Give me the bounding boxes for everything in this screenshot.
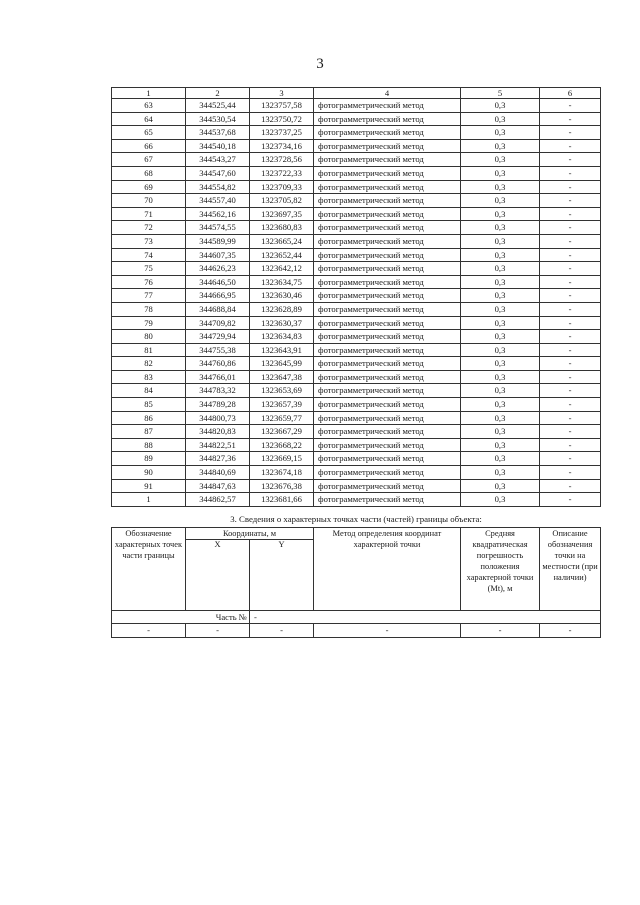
point-number: 68 [112,166,186,180]
y-coordinate: 1323669,15 [250,452,314,466]
x-coordinate: 344540,18 [186,139,250,153]
y-coordinate: 1323642,12 [250,262,314,276]
description: - [540,275,601,289]
description: - [540,479,601,493]
empty-cell: - [250,624,314,638]
error-value: 0,3 [461,112,540,126]
x-coordinate: 344525,44 [186,99,250,113]
description: - [540,166,601,180]
table-row [112,289,601,303]
table-row [112,99,601,113]
table-row [112,452,601,466]
description: - [540,452,601,466]
point-number: 89 [112,452,186,466]
point-number: 85 [112,398,186,412]
method: фотограмметрический метод [314,479,461,493]
y-coordinate: 1323647,38 [250,370,314,384]
description: - [540,139,601,153]
y-coordinate: 1323628,89 [250,302,314,316]
description: - [540,411,601,425]
point-number: 77 [112,289,186,303]
error-value: 0,3 [461,343,540,357]
method: фотограмметрический метод [314,275,461,289]
error-value: 0,3 [461,153,540,167]
x-coordinate: 344589,99 [186,234,250,248]
point-number: 72 [112,221,186,235]
table-row [112,316,601,330]
part-row [112,610,601,624]
point-number: 90 [112,466,186,480]
point-number: 75 [112,262,186,276]
description: - [540,384,601,398]
error-value: 0,3 [461,248,540,262]
point-number: 76 [112,275,186,289]
table-row [112,153,601,167]
point-number: 69 [112,180,186,194]
x-coordinate: 344574,55 [186,221,250,235]
x-coordinate: 344688,84 [186,302,250,316]
x-coordinate: 344760,86 [186,357,250,371]
description: - [540,207,601,221]
section3-header-row [112,527,601,539]
method: фотограмметрический метод [314,357,461,371]
description: - [540,302,601,316]
y-coordinate: 1323680,83 [250,221,314,235]
point-number: 70 [112,194,186,208]
x-coordinate: 344755,38 [186,343,250,357]
x-coordinate: 344666,95 [186,289,250,303]
table-row [112,126,601,140]
section3-table [111,506,601,638]
empty-cell: - [186,624,250,638]
column-number: 5 [461,88,540,99]
point-number: 67 [112,153,186,167]
method: фотограмметрический метод [314,398,461,412]
y-coordinate: 1323722,33 [250,166,314,180]
section3-title-row [112,506,601,527]
method: фотограмметрический метод [314,139,461,153]
table-row [112,438,601,452]
y-coordinate: 1323630,37 [250,316,314,330]
designation-header: Обозначение характерных точек части границы [112,527,186,610]
error-value: 0,3 [461,262,540,276]
x-coordinate: 344537,68 [186,126,250,140]
x-coordinate: 344626,23 [186,262,250,276]
x-coordinate: 344554,82 [186,180,250,194]
point-number: 74 [112,248,186,262]
table-row [112,207,601,221]
table-row [112,139,601,153]
error-value: 0,3 [461,139,540,153]
y-coordinate: 1323674,18 [250,466,314,480]
error-value: 0,3 [461,180,540,194]
column-number: 4 [314,88,461,99]
table-row [112,343,601,357]
method: фотограмметрический метод [314,234,461,248]
description: - [540,180,601,194]
y-coordinate: 1323665,24 [250,234,314,248]
point-number: 65 [112,126,186,140]
description: - [540,248,601,262]
table-row [112,234,601,248]
description: - [540,99,601,113]
y-coordinate: 1323645,99 [250,357,314,371]
table-row [112,180,601,194]
description: - [540,466,601,480]
column-number: 1 [112,88,186,99]
method: фотограмметрический метод [314,384,461,398]
empty-cell: - [112,624,186,638]
point-number: 86 [112,411,186,425]
y-coordinate: 1323634,83 [250,330,314,344]
error-value: 0,3 [461,384,540,398]
error-header: Средняя квадратическая погрешность положения характерной точки (Mt), м [461,527,540,610]
error-value: 0,3 [461,275,540,289]
table-row [112,357,601,371]
x-coordinate: 344729,94 [186,330,250,344]
description-header: Описание обозначения точки на местности (при наличии) [540,527,601,610]
point-number: 88 [112,438,186,452]
column-number: 2 [186,88,250,99]
column-number-row [112,88,601,99]
method: фотограмметрический метод [314,126,461,140]
method: фотограмметрический метод [314,438,461,452]
description: - [540,493,601,507]
point-number: 83 [112,370,186,384]
point-number: 78 [112,302,186,316]
part-label: Часть № [186,610,250,624]
method: фотограмметрический метод [314,425,461,439]
x-coordinate: 344543,27 [186,153,250,167]
x-coordinate: 344789,28 [186,398,250,412]
point-number: 87 [112,425,186,439]
x-coordinate: 344822,51 [186,438,250,452]
error-value: 0,3 [461,357,540,371]
x-coordinate: 344840,69 [186,466,250,480]
table-row [112,425,601,439]
y-coordinate: 1323668,22 [250,438,314,452]
column-number: 6 [540,88,601,99]
y-coordinate: 1323652,44 [250,248,314,262]
table-row [112,275,601,289]
point-number: 64 [112,112,186,126]
method: фотограмметрический метод [314,343,461,357]
description: - [540,398,601,412]
y-coordinate: 1323697,35 [250,207,314,221]
error-value: 0,3 [461,289,540,303]
method: фотограмметрический метод [314,221,461,235]
description: - [540,289,601,303]
method: фотограмметрический метод [314,194,461,208]
description: - [540,221,601,235]
method: фотограмметрический метод [314,248,461,262]
y-coordinate: 1323667,29 [250,425,314,439]
x-coordinate: 344820,83 [186,425,250,439]
point-number: 82 [112,357,186,371]
error-value: 0,3 [461,438,540,452]
table-row [112,302,601,316]
description: - [540,357,601,371]
table-row [112,248,601,262]
description: - [540,194,601,208]
y-coordinate: 1323705,82 [250,194,314,208]
point-number: 91 [112,479,186,493]
point-number: 79 [112,316,186,330]
x-coordinate: 344783,32 [186,384,250,398]
x-coordinate: 344562,16 [186,207,250,221]
table-row [112,166,601,180]
description: - [540,343,601,357]
table-row [112,466,601,480]
description: - [540,425,601,439]
error-value: 0,3 [461,370,540,384]
coordinates-header: Координаты, м [186,527,314,539]
description: - [540,370,601,384]
table-row [112,411,601,425]
error-value: 0,3 [461,207,540,221]
method: фотограмметрический метод [314,207,461,221]
point-number: 80 [112,330,186,344]
error-value: 0,3 [461,166,540,180]
table-row [112,112,601,126]
x-coordinate: 344646,50 [186,275,250,289]
x-coordinate: 344547,60 [186,166,250,180]
y-coordinate: 1323659,77 [250,411,314,425]
y-coordinate: 1323653,69 [250,384,314,398]
error-value: 0,3 [461,126,540,140]
empty-cell: - [540,624,601,638]
error-value: 0,3 [461,452,540,466]
error-value: 0,3 [461,425,540,439]
y-coordinate: 1323750,72 [250,112,314,126]
y-coordinate: 1323676,38 [250,479,314,493]
x-coordinate: 344766,01 [186,370,250,384]
method: фотограмметрический метод [314,316,461,330]
point-number: 1 [112,493,186,507]
x-header: X [186,539,250,610]
coordinates-table [111,87,601,507]
y-header: Y [250,539,314,610]
method: фотограмметрический метод [314,112,461,126]
table-row [112,398,601,412]
method: фотограмметрический метод [314,452,461,466]
method: фотограмметрический метод [314,153,461,167]
table-row [112,330,601,344]
description: - [540,330,601,344]
y-coordinate: 1323657,39 [250,398,314,412]
error-value: 0,3 [461,466,540,480]
section3-title: 3. Сведения о характерных точках части (частей) границы объекта: [112,506,601,527]
error-value: 0,3 [461,479,540,493]
coordinates-sheet [111,87,600,638]
y-coordinate: 1323728,56 [250,153,314,167]
y-coordinate: 1323737,25 [250,126,314,140]
method-header: Метод определения координат характерной точки [314,527,461,610]
error-value: 0,3 [461,302,540,316]
x-coordinate: 344530,54 [186,112,250,126]
description: - [540,262,601,276]
table-row [112,479,601,493]
error-value: 0,3 [461,398,540,412]
method: фотограмметрический метод [314,180,461,194]
table-row [112,384,601,398]
description: - [540,153,601,167]
error-value: 0,3 [461,493,540,507]
x-coordinate: 344709,82 [186,316,250,330]
description: - [540,112,601,126]
x-coordinate: 344557,40 [186,194,250,208]
method: фотограмметрический метод [314,302,461,316]
point-number: 66 [112,139,186,153]
empty-data-row [112,624,601,638]
point-number: 81 [112,343,186,357]
table-row [112,194,601,208]
x-coordinate: 344847,63 [186,479,250,493]
empty-cell: - [461,624,540,638]
description: - [540,234,601,248]
method: фотограмметрический метод [314,99,461,113]
column-number: 3 [250,88,314,99]
method: фотограмметрический метод [314,370,461,384]
y-coordinate: 1323734,16 [250,139,314,153]
part-value: - [250,610,601,624]
point-number: 71 [112,207,186,221]
description: - [540,438,601,452]
table-row [112,262,601,276]
y-coordinate: 1323643,91 [250,343,314,357]
method: фотограмметрический метод [314,262,461,276]
description: - [540,126,601,140]
error-value: 0,3 [461,99,540,113]
method: фотограмметрический метод [314,493,461,507]
point-number: 84 [112,384,186,398]
table-row [112,221,601,235]
x-coordinate: 344800,73 [186,411,250,425]
method: фотограмметрический метод [314,466,461,480]
point-number: 73 [112,234,186,248]
table-row [112,370,601,384]
description: - [540,316,601,330]
method: фотограмметрический метод [314,289,461,303]
error-value: 0,3 [461,316,540,330]
table-row [112,493,601,507]
error-value: 0,3 [461,411,540,425]
error-value: 0,3 [461,221,540,235]
y-coordinate: 1323709,33 [250,180,314,194]
x-coordinate: 344862,57 [186,493,250,507]
y-coordinate: 1323630,46 [250,289,314,303]
x-coordinate: 344827,36 [186,452,250,466]
page-number: 3 [316,56,324,72]
error-value: 0,3 [461,330,540,344]
method: фотограмметрический метод [314,330,461,344]
x-coordinate: 344607,35 [186,248,250,262]
y-coordinate: 1323757,58 [250,99,314,113]
error-value: 0,3 [461,194,540,208]
method: фотограмметрический метод [314,411,461,425]
error-value: 0,3 [461,234,540,248]
method: фотограмметрический метод [314,166,461,180]
point-number: 63 [112,99,186,113]
y-coordinate: 1323681,66 [250,493,314,507]
y-coordinate: 1323634,75 [250,275,314,289]
empty-cell: - [314,624,461,638]
